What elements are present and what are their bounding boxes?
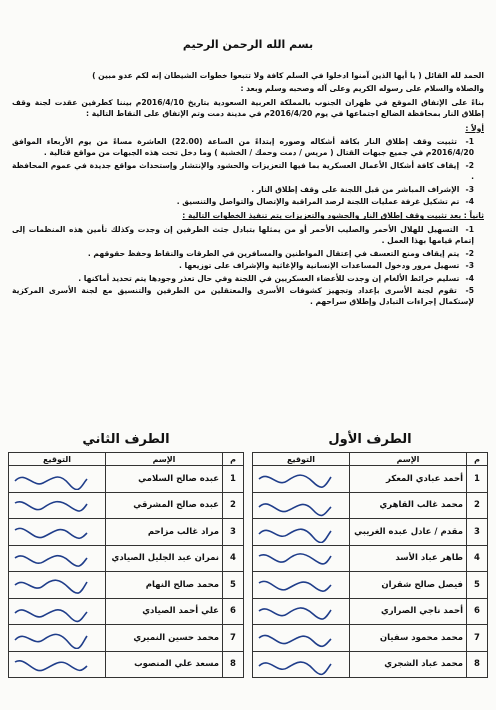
list-item — [12, 285, 474, 308]
signature-cell — [253, 492, 350, 519]
party-second-table — [8, 452, 244, 678]
signatory-name: محمد غالب القاهري — [350, 492, 467, 519]
table-row — [253, 625, 488, 652]
list-item — [12, 136, 474, 159]
handwritten-signature-icon — [11, 468, 91, 490]
handwritten-signature-icon — [11, 627, 91, 649]
item-number: 5- — [465, 285, 474, 295]
handwritten-signature-icon — [11, 574, 91, 596]
list-item — [12, 260, 474, 271]
party-first-table — [252, 452, 488, 678]
row-number: 3 — [467, 519, 488, 546]
signatory-name: عبده صالح المشرقي — [106, 492, 223, 519]
list-item — [12, 248, 474, 259]
row-number: 8 — [467, 651, 488, 678]
signatory-name: نمران عبد الجليل الصيادي — [106, 545, 223, 572]
item-text: تقوم لجنة الأسرى بإعداد وتجهيز كشوفات الأسرى والمعتقلين من الطرفين والتنسيق مع لجنة الأسرى المركزية لإستكمال إجراءات التبادل وإطلاق سراحهم . — [12, 285, 474, 307]
item-number: 2- — [465, 248, 474, 258]
signatory-name: محمد حسين النميري — [106, 625, 223, 652]
table-row — [9, 651, 244, 678]
item-number: 4- — [465, 273, 474, 283]
signature-cell — [9, 492, 106, 519]
signature-cell — [9, 545, 106, 572]
item-text: إيقاف كافة أشكال الأعمال العسكرية بما فيها التعزيزات والحشود والإنتشار وإستحداث مواقع جديدة في عموم المحافظة . — [12, 160, 474, 182]
handwritten-signature-icon — [255, 495, 335, 517]
table-row — [9, 625, 244, 652]
column-header-name: الإسم — [350, 453, 467, 466]
item-text: التسهيل للهلال الأحمر والصليب الأحمر أو من يمثلها بتبادل جثث الطرفين إن وجدت وكذلك تأمين هذه المنظمات إلى إتمام قيامها بهذا العمل . — [12, 224, 474, 246]
handwritten-signature-icon — [11, 601, 91, 623]
intro-agreement: بناءً على الإتفاق الموقع في ظهران الجنوب بالمملكة العربية السعودية بتاريخ 2016/4/10م بيننا كطرفين عقدت لجنة وقف إطلاق النار بمحافظة الضالع اجتماعها في يوم 2016/4/20م في مدينة دمت وتم الإتفاق على النقاط التالية : — [12, 97, 484, 119]
row-number: 3 — [223, 519, 244, 546]
signatory-name: مقدم / عادل عبده الغريبي — [350, 519, 467, 546]
item-text: الإشراف المباشر من قبل اللجنة على وقف إطلاق النار . — [251, 184, 460, 194]
item-text: تسليم خرائط الألغام إن وجدت للأعضاء العسكريين في اللجنة وفي حال تعذر وجودها يتم تحديد أماكنها . — [78, 273, 460, 283]
item-text: تم تشكيل غرفة عمليات اللجنة لرصد المراقبة والإتصال والتواصل والتنسيق . — [176, 197, 460, 207]
signature-cell — [253, 625, 350, 652]
signature-cell — [9, 625, 106, 652]
signature-cell — [9, 466, 106, 493]
item-text: يتم إيقاف ومنع التعسف في إعتقال المواطنين والمسافرين في الطرقات والنقاط وحفظ حقوقهم . — [87, 248, 460, 258]
column-header-name: الإسم — [106, 453, 223, 466]
row-number: 4 — [223, 545, 244, 572]
row-number: 2 — [223, 492, 244, 519]
signatory-name: محمد صالح النهام — [106, 572, 223, 599]
section1-heading: أولاً : — [465, 123, 484, 133]
signature-cell — [253, 519, 350, 546]
row-number: 7 — [467, 625, 488, 652]
signature-cell — [253, 466, 350, 493]
item-number: 2- — [465, 160, 474, 170]
signatory-name: مراد غالب مزاحم — [106, 519, 223, 546]
signatory-name: أحمد ناجي الصراري — [350, 598, 467, 625]
handwritten-signature-icon — [255, 601, 335, 623]
list-item — [12, 160, 474, 183]
table-row — [253, 466, 488, 493]
signature-cell — [253, 598, 350, 625]
party-first — [252, 432, 488, 678]
handwritten-signature-icon — [11, 521, 91, 543]
signatory-name: علي أحمد الصيادي — [106, 598, 223, 625]
table-row — [253, 572, 488, 599]
table-row — [253, 598, 488, 625]
row-number: 2 — [467, 492, 488, 519]
signatory-name: محمد عباد الشجري — [350, 651, 467, 678]
handwritten-signature-icon — [255, 521, 335, 543]
table-row — [9, 519, 244, 546]
item-number: 3- — [465, 184, 474, 194]
party-second-title: الطرف الثاني — [82, 432, 170, 447]
item-number: 1- — [465, 137, 474, 147]
row-number: 4 — [467, 545, 488, 572]
table-row — [253, 519, 488, 546]
handwritten-signature-icon — [255, 574, 335, 596]
handwritten-signature-icon — [255, 548, 335, 570]
row-number: 5 — [467, 572, 488, 599]
table-row — [9, 545, 244, 572]
signature-cell — [9, 572, 106, 599]
intro-quran: الحمد لله القائل ( يا أيها الذين آمنوا ادخلوا في السلم كافة ولا تتبعوا خطوات الشيطان إنه لكم عدو مبين ) — [92, 71, 484, 80]
row-number: 1 — [467, 466, 488, 493]
list-item — [12, 196, 474, 207]
item-number: 1- — [465, 224, 474, 234]
basmala-heading: بسم الله الرحمن الرحيم — [182, 38, 314, 51]
row-number: 6 — [223, 598, 244, 625]
document-body — [12, 70, 484, 310]
table-row — [9, 598, 244, 625]
handwritten-signature-icon — [11, 548, 91, 570]
list-item — [12, 224, 474, 247]
column-header-signature: التوقيع — [253, 453, 350, 466]
signatory-name: مسعد علي المنصوب — [106, 651, 223, 678]
table-row — [253, 492, 488, 519]
signature-cell — [9, 651, 106, 678]
table-row — [9, 492, 244, 519]
table-row — [9, 572, 244, 599]
column-header-number: م — [223, 453, 244, 466]
handwritten-signature-icon — [255, 627, 335, 649]
row-number: 1 — [223, 466, 244, 493]
row-number: 8 — [223, 651, 244, 678]
column-header-number: م — [467, 453, 488, 466]
handwritten-signature-icon — [11, 654, 91, 676]
signatory-name: محمد محمود سفيان — [350, 625, 467, 652]
table-row — [253, 545, 488, 572]
section2-list — [12, 224, 484, 308]
row-number: 7 — [223, 625, 244, 652]
column-header-signature: التوقيع — [9, 453, 106, 466]
section1-list — [12, 136, 484, 207]
signature-tables — [8, 432, 488, 702]
signatory-name: فيصل صالح شقران — [350, 572, 467, 599]
signature-cell — [9, 519, 106, 546]
intro-salat: والصلاة والسلام على رسوله الكريم وعلى آله وصحبه وسلم وبعد : — [240, 84, 484, 94]
list-item — [12, 273, 474, 284]
signature-cell — [253, 651, 350, 678]
handwritten-signature-icon — [255, 468, 335, 490]
table-row — [9, 466, 244, 493]
party-first-title: الطرف الأول — [328, 432, 412, 447]
table-row — [253, 651, 488, 678]
signature-cell — [9, 598, 106, 625]
handwritten-signature-icon — [255, 654, 335, 676]
signatory-name: طاهر عباد الأسد — [350, 545, 467, 572]
item-text: تسهيل مرور ودخول المساعدات الإنسانية والإغاثية والإشراف على توزيعها . — [178, 261, 460, 271]
signatory-name: أحمد عبادي المعكر — [350, 466, 467, 493]
item-number: 3- — [465, 261, 474, 271]
signature-cell — [253, 572, 350, 599]
item-number: 4- — [465, 197, 474, 207]
signature-cell — [253, 545, 350, 572]
handwritten-signature-icon — [11, 495, 91, 517]
row-number: 5 — [223, 572, 244, 599]
item-text: تثبيت وقف إطلاق النار بكافة أشكاله وصوره إبتداءً من الساعة (22.00) العاشرة مساءً من يوم الأربعاء الموافق 2016/4/20م في جميع جبهات القتال ( مريس / دمت وحمك / الخشبة ) وما دخل تحت هذه الجبهات من مواقع قتالية . — [12, 137, 474, 158]
party-second — [8, 432, 244, 678]
row-number: 6 — [467, 598, 488, 625]
list-item — [12, 184, 474, 195]
signatory-name: عبده صالح السلامي — [106, 466, 223, 493]
section2-heading: ثانياً : بعد تثبيت وقف إطلاق النار والحشود والتعزيزات يتم تنفيذ الخطوات التالية : — [182, 211, 484, 221]
